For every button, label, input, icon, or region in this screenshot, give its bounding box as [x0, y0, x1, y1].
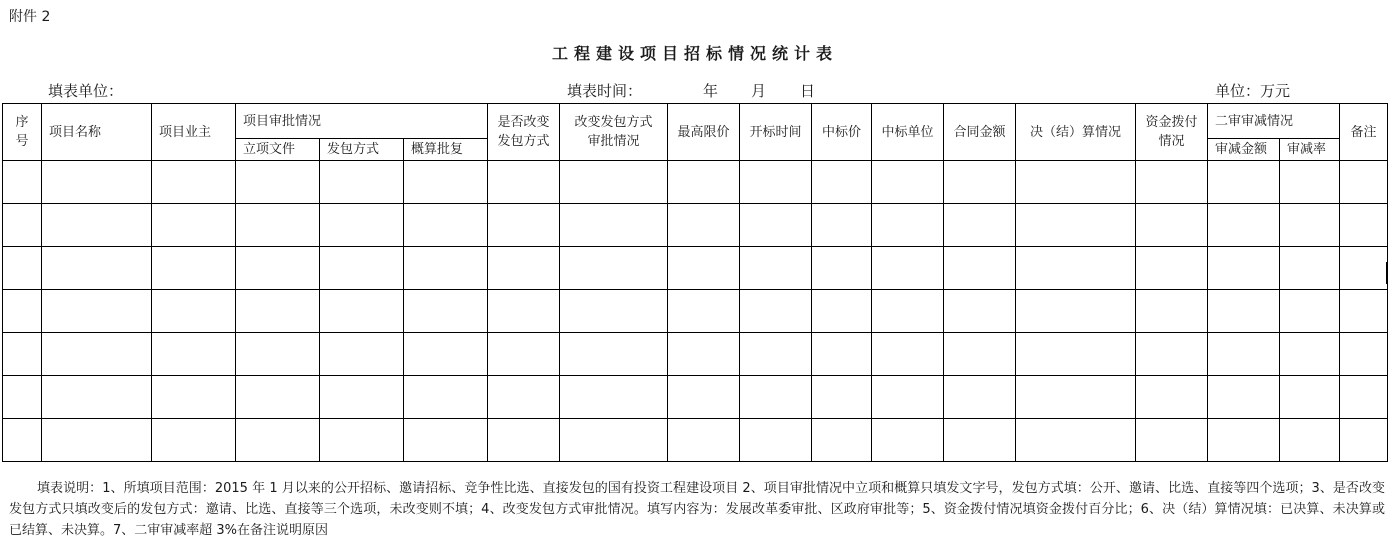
- table-cell[interactable]: [3, 161, 42, 204]
- header-contract: 合同金额: [944, 104, 1016, 161]
- table-cell[interactable]: [1016, 333, 1136, 376]
- table-cell[interactable]: [320, 419, 404, 462]
- table-cell[interactable]: [1016, 376, 1136, 419]
- table-cell[interactable]: [1016, 290, 1136, 333]
- table-cell[interactable]: [1280, 376, 1340, 419]
- table-cell[interactable]: [152, 290, 236, 333]
- table-cell[interactable]: [1016, 204, 1136, 247]
- table-cell[interactable]: [740, 247, 812, 290]
- table-cell[interactable]: [488, 247, 560, 290]
- table-cell[interactable]: [944, 419, 1016, 462]
- header-bid-price: 中标价: [812, 104, 872, 161]
- table-cell[interactable]: [1280, 161, 1340, 204]
- table-cell[interactable]: [1016, 247, 1136, 290]
- table-cell[interactable]: [488, 204, 560, 247]
- table-cell[interactable]: [488, 419, 560, 462]
- table-cell[interactable]: [944, 376, 1016, 419]
- table-cell[interactable]: [42, 247, 152, 290]
- table-cell[interactable]: [1340, 290, 1388, 333]
- header-remark: 备注: [1340, 104, 1388, 161]
- header-project-name: 项目名称: [42, 104, 152, 161]
- table-cell[interactable]: [488, 333, 560, 376]
- table-cell[interactable]: [740, 290, 812, 333]
- year-label: 年: [703, 82, 719, 100]
- edge-mark: [1386, 262, 1387, 284]
- header-approval: 项目审批情况: [236, 104, 488, 139]
- table-cell[interactable]: [1208, 204, 1280, 247]
- fill-time-label: 填表时间：: [567, 82, 643, 100]
- table-cell[interactable]: [812, 376, 872, 419]
- table-cell[interactable]: [1280, 204, 1340, 247]
- table-row: [3, 376, 1388, 419]
- table-cell[interactable]: [1136, 161, 1208, 204]
- header-approval-budget: 概算批复: [404, 139, 488, 161]
- table-row: [3, 290, 1388, 333]
- day-label: 日: [800, 82, 816, 100]
- month-label: 月: [751, 82, 767, 100]
- table-cell[interactable]: [3, 290, 42, 333]
- table-cell[interactable]: [668, 419, 740, 462]
- table-cell[interactable]: [944, 161, 1016, 204]
- table-cell[interactable]: [740, 333, 812, 376]
- table-cell[interactable]: [236, 204, 320, 247]
- table-cell[interactable]: [320, 290, 404, 333]
- table-cell[interactable]: [560, 204, 668, 247]
- table-cell[interactable]: [1136, 247, 1208, 290]
- table-cell[interactable]: [560, 161, 668, 204]
- table-row: [3, 247, 1388, 290]
- header-changed: 是否改变发包方式: [488, 104, 560, 161]
- table-cell[interactable]: [1280, 419, 1340, 462]
- statistics-table: [2, 103, 1388, 462]
- table-cell[interactable]: [42, 161, 152, 204]
- table-cell[interactable]: [944, 333, 1016, 376]
- table-cell[interactable]: [3, 204, 42, 247]
- table-cell[interactable]: [944, 290, 1016, 333]
- table-cell[interactable]: [320, 204, 404, 247]
- table-cell[interactable]: [1340, 204, 1388, 247]
- table-cell[interactable]: [812, 247, 872, 290]
- table-cell[interactable]: [1136, 333, 1208, 376]
- table-cell[interactable]: [3, 376, 42, 419]
- table-cell[interactable]: [1208, 333, 1280, 376]
- header-approval-contract-method: 发包方式: [320, 139, 404, 161]
- table-cell[interactable]: [872, 247, 944, 290]
- table-cell[interactable]: [668, 161, 740, 204]
- table-cell[interactable]: [812, 333, 872, 376]
- table-cell[interactable]: [1208, 247, 1280, 290]
- table-cell[interactable]: [236, 333, 320, 376]
- table-cell[interactable]: [1208, 419, 1280, 462]
- table-cell[interactable]: [668, 376, 740, 419]
- table-cell[interactable]: [1340, 376, 1388, 419]
- header-change-approval: 改变发包方式审批情况: [560, 104, 668, 161]
- header-owner: 项目业主: [152, 104, 236, 161]
- table-cell[interactable]: [1016, 161, 1136, 204]
- table-cell[interactable]: [152, 161, 236, 204]
- fill-instructions: 填表说明：1、所填项目范围：2015 年 1 月以来的公开招标、邀请招标、竞争性比选、直接发包的国有投资工程建设项目 2、项目审批情况中立项和概算只填发文字号，发包方式填：公开、邀请、比选、直接等四个选项；3、是否改变发包方式只填改变后的发包方式：邀请、比选、直接等三个选项，未改变则不填；4、改变发包方式审批情况。填写内容为：发展改革委审批、区政府审批等；5、资金拨付情况填资金拨付百分比；6、决（结）算情况填：已决算、未决算或已结算、未决算。7、二审审减率超 3%在备注说明原因: [9, 481, 1385, 538]
- table-cell[interactable]: [236, 290, 320, 333]
- table-cell[interactable]: [42, 290, 152, 333]
- table-cell[interactable]: [404, 333, 488, 376]
- table-cell[interactable]: [560, 419, 668, 462]
- header-seq: 序号: [3, 104, 42, 161]
- header-review-rate: 审减率: [1280, 139, 1340, 161]
- table-cell[interactable]: [236, 247, 320, 290]
- table-header: [3, 104, 1388, 161]
- table-cell[interactable]: [488, 290, 560, 333]
- header-settlement: 决（结）算情况: [1016, 104, 1136, 161]
- table-cell[interactable]: [1136, 419, 1208, 462]
- table-cell[interactable]: [404, 376, 488, 419]
- currency-unit-label: 单位：万元: [1215, 82, 1291, 100]
- table-cell[interactable]: [320, 247, 404, 290]
- table-cell[interactable]: [152, 204, 236, 247]
- header-winner: 中标单位: [872, 104, 944, 161]
- table-cell[interactable]: [872, 161, 944, 204]
- table-cell[interactable]: [1016, 419, 1136, 462]
- table-cell[interactable]: [404, 204, 488, 247]
- table-cell[interactable]: [812, 204, 872, 247]
- table-cell[interactable]: [668, 247, 740, 290]
- table-cell[interactable]: [1208, 290, 1280, 333]
- table-cell[interactable]: [1136, 376, 1208, 419]
- table-cell[interactable]: [320, 333, 404, 376]
- table-cell[interactable]: [740, 419, 812, 462]
- table-cell[interactable]: [812, 290, 872, 333]
- table-row: [3, 161, 1388, 204]
- header-max-price: 最高限价: [668, 104, 740, 161]
- table-row: [3, 333, 1388, 376]
- table-cell[interactable]: [3, 247, 42, 290]
- table-cell[interactable]: [668, 333, 740, 376]
- table-cell[interactable]: [488, 376, 560, 419]
- table-cell[interactable]: [488, 161, 560, 204]
- table-cell[interactable]: [3, 419, 42, 462]
- table-cell[interactable]: [1280, 247, 1340, 290]
- table-cell[interactable]: [1340, 333, 1388, 376]
- table-cell[interactable]: [560, 333, 668, 376]
- table-cell[interactable]: [236, 376, 320, 419]
- table-cell[interactable]: [668, 290, 740, 333]
- header-review-amount: 审减金额: [1208, 139, 1280, 161]
- header-funding: 资金拨付情况: [1136, 104, 1208, 161]
- table-row: [3, 419, 1388, 462]
- header-approval-project-doc: 立项文件: [236, 139, 320, 161]
- table-cell[interactable]: [872, 333, 944, 376]
- table-cell[interactable]: [236, 419, 320, 462]
- table-cell[interactable]: [1280, 290, 1340, 333]
- table-cell[interactable]: [1208, 161, 1280, 204]
- table-cell[interactable]: [236, 161, 320, 204]
- table-cell[interactable]: [872, 204, 944, 247]
- table-cell[interactable]: [944, 204, 1016, 247]
- table-cell[interactable]: [42, 376, 152, 419]
- table-cell[interactable]: [740, 204, 812, 247]
- table-cell[interactable]: [560, 376, 668, 419]
- header-open-time: 开标时间: [740, 104, 812, 161]
- table-row: [3, 204, 1388, 247]
- table-cell[interactable]: [404, 290, 488, 333]
- table-cell[interactable]: [560, 290, 668, 333]
- table-cell[interactable]: [1136, 290, 1208, 333]
- table-cell[interactable]: [740, 376, 812, 419]
- table-cell[interactable]: [1340, 419, 1388, 462]
- table-body: [3, 161, 1388, 462]
- table-cell[interactable]: [3, 333, 42, 376]
- attachment-label: 附件 2: [9, 9, 51, 25]
- page-title: 工程建设项目招标情况统计表: [551, 44, 838, 63]
- table-cell[interactable]: [320, 161, 404, 204]
- fill-unit-label: 填表单位：: [48, 82, 124, 100]
- table-cell[interactable]: [944, 247, 1016, 290]
- table-cell[interactable]: [812, 161, 872, 204]
- table-cell[interactable]: [668, 204, 740, 247]
- table-cell[interactable]: [42, 204, 152, 247]
- table-cell[interactable]: [872, 290, 944, 333]
- table-cell[interactable]: [152, 333, 236, 376]
- table-cell[interactable]: [1208, 376, 1280, 419]
- table-cell[interactable]: [1340, 247, 1388, 290]
- table-cell[interactable]: [404, 419, 488, 462]
- table-cell[interactable]: [872, 376, 944, 419]
- table-cell[interactable]: [404, 161, 488, 204]
- table-cell[interactable]: [740, 161, 812, 204]
- table-cell[interactable]: [152, 419, 236, 462]
- table-cell[interactable]: [42, 333, 152, 376]
- table-cell[interactable]: [560, 247, 668, 290]
- table-cell[interactable]: [1280, 333, 1340, 376]
- table-cell[interactable]: [1340, 161, 1388, 204]
- table-cell[interactable]: [404, 247, 488, 290]
- table-cell[interactable]: [152, 376, 236, 419]
- table-cell[interactable]: [152, 247, 236, 290]
- table-cell[interactable]: [812, 419, 872, 462]
- table-cell[interactable]: [42, 419, 152, 462]
- table-cell[interactable]: [320, 376, 404, 419]
- header-second-review: 二审审减情况: [1208, 104, 1340, 139]
- table-cell[interactable]: [1136, 204, 1208, 247]
- table-cell[interactable]: [872, 419, 944, 462]
